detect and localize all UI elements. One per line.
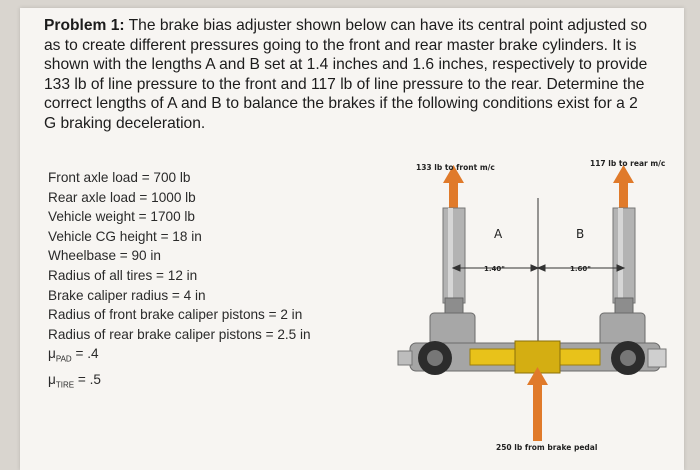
condition-front-piston-radius: Radius of front brake caliper pistons = 2 in: [48, 307, 303, 323]
condition-front-axle-load: Front axle load = 700 lb: [48, 170, 191, 185]
pedal-input-label: 250 lb from brake pedal: [496, 443, 598, 452]
condition-rear-piston-radius: Radius of rear brake caliper pistons = 2.5 in: [48, 326, 311, 342]
condition-caliper-radius: Brake caliper radius = 4 in: [48, 287, 206, 303]
condition-cg-height: Vehicle CG height = 18 in: [48, 228, 202, 244]
front-master-cylinder: [430, 208, 475, 348]
mu-pad-subscript: PAD: [55, 355, 72, 365]
condition-vehicle-weight: Vehicle weight = 1700 lb: [48, 209, 195, 225]
brake-bias-diagram: [390, 153, 680, 458]
dimension-a-label: A: [494, 227, 503, 241]
mu-pad-symbol: μ: [48, 346, 56, 362]
problem-statement: [44, 16, 654, 133]
dimension-b-value: 1.60": [570, 265, 591, 273]
balance-bar: [398, 341, 666, 375]
mu-tire-symbol: μ: [48, 371, 56, 387]
dimension-b-label: B: [576, 227, 585, 241]
mu-tire-value: = .5: [77, 371, 101, 387]
rear-output-label: 117 lb to rear m/c: [590, 159, 666, 168]
condition-tire-radius: Radius of all tires = 12 in: [48, 267, 198, 283]
mu-tire-subscript: TIRE: [55, 380, 75, 390]
rear-master-cylinder: [600, 208, 645, 348]
pedal-input-arrow: [527, 367, 548, 441]
condition-wheelbase: Wheelbase = 90 in: [48, 248, 161, 264]
diagram-drawing: [390, 153, 680, 458]
condition-mu-tire: [48, 370, 368, 395]
mu-pad-value: = .4: [75, 346, 99, 362]
problem-label: Problem 1:: [44, 17, 125, 34]
problem-text: The brake bias adjuster shown below can have its central point adjusted so as to create different pressures going to the front and rear master brake cylinders. It is shown with the lengths A and B set at 1.4 inches and 1.6 inches, respectively to provide 133 lb of line pressure to the front and 117 lb of line pressure to the rear. Determine the correct lengths of A and B to balance the brakes if the following conditions exist for a 2 G braking deceleration.: [44, 17, 648, 132]
dimension-a-value: 1.40": [484, 265, 505, 273]
condition-rear-axle-load: Rear axle load = 1000 lb: [48, 189, 196, 205]
front-output-label: 133 lb to front m/c: [416, 163, 495, 172]
condition-mu-pad: [48, 344, 368, 369]
document-page: [20, 8, 684, 470]
given-conditions: [48, 168, 368, 395]
